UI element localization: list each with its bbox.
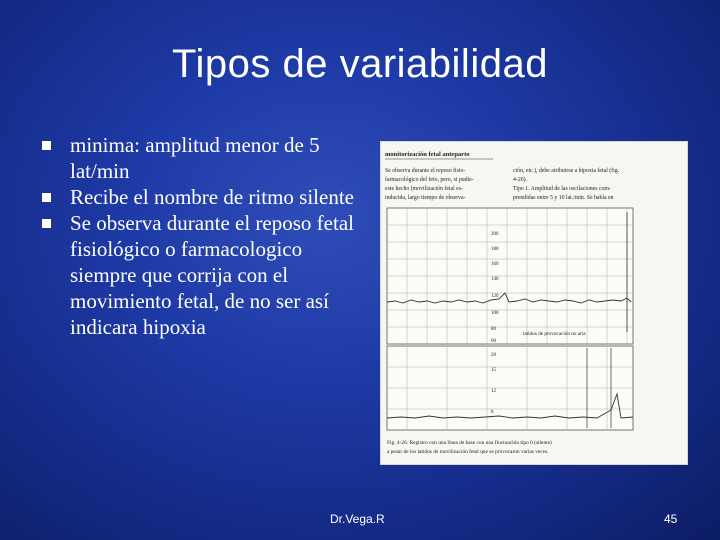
toco-tick: 8	[491, 410, 494, 415]
fhr-tick: 120	[491, 294, 499, 299]
square-bullet-icon	[42, 193, 51, 202]
figure-text-right: ción, etc.), debe atribuirse a hipoxia fetal (fig.	[513, 168, 620, 174]
toco-trace-panel	[387, 346, 633, 430]
bullet-text: Recibe el nombre de ritmo silente	[70, 185, 354, 209]
bullet-text: minima: amplitud menor de 5 lat/min	[70, 133, 320, 183]
fhr-tick: 100	[491, 311, 499, 316]
figure-text-left: este hecho (movilización fetal es-	[385, 186, 463, 192]
fhr-tick: 140	[491, 277, 499, 282]
figure-text-right: 4-26).	[513, 177, 528, 183]
bullet-item	[40, 210, 360, 340]
fhr-tick: 200	[491, 232, 499, 237]
slide-title: Tipos de variabilidad	[172, 42, 548, 86]
ctg-scan-image	[381, 142, 687, 464]
bullet-text: Se observa durante el reposo fetal fisiológico o farmacologico siempre que corrija con el movimiento fetal, de no ser así indicara hipoxia	[70, 211, 354, 339]
chart-annotation: latidos de provocación no aria	[523, 331, 586, 337]
figure-text-right: Tipo 1. Amplitud de las oscilaciones com-	[513, 186, 611, 192]
figure-header: monitorización fetal anteparto	[385, 151, 470, 158]
figure-text-left: farmacológico del feto, pero, si pudie-	[385, 177, 474, 183]
fhr-tick: 160	[491, 262, 499, 267]
figure-text-right: prendidas entre 5 y 10 lat./min. Se habla en	[513, 195, 614, 201]
figure-text-left: Se observa durante el reposo fisio-	[385, 168, 466, 174]
toco-tick: 12	[491, 389, 496, 394]
fhr-tick: 180	[491, 247, 499, 252]
footer-author: Dr.Vega.R	[330, 512, 385, 526]
scanned-ctg-figure	[380, 141, 688, 465]
fhr-tick: 60	[491, 339, 496, 344]
fhr-trace-panel	[387, 208, 633, 344]
toco-tick: 15	[491, 368, 496, 373]
toco-tick: 20	[491, 353, 496, 358]
slide-number: 45	[664, 512, 678, 526]
bullet-list	[40, 132, 360, 340]
bullet-item	[40, 132, 360, 184]
bullet-item	[40, 184, 360, 210]
square-bullet-icon	[42, 219, 51, 228]
fhr-tick: 80	[491, 327, 496, 332]
square-bullet-icon	[42, 141, 51, 150]
figure-text-left: inducida, largo tiempo de observa-	[385, 195, 466, 201]
figure-caption: Fig. 4-26. Registro con una línea de base con una fluctuación tipo 0 (silente)	[387, 440, 552, 446]
figure-caption: a pesar de los latidos de movilización fetal que se provocaron varias veces.	[387, 449, 549, 455]
